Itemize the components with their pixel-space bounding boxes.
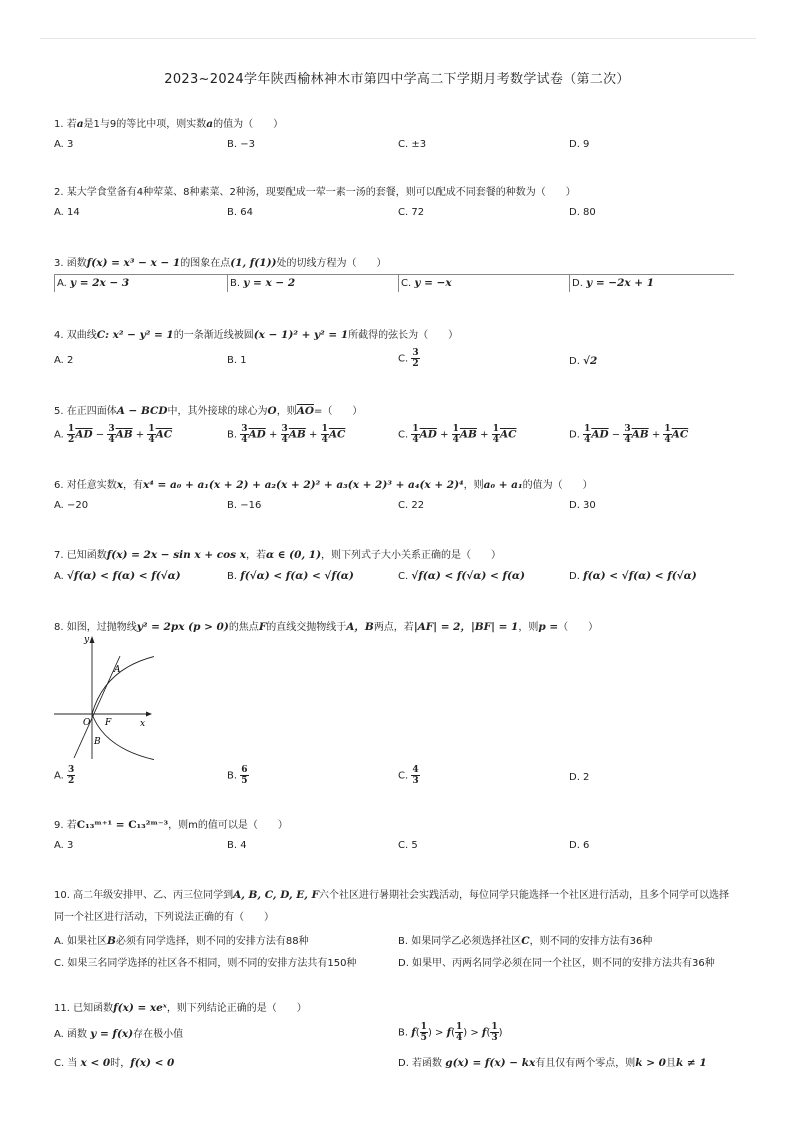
q5-option-d[interactable]: D. $\frac{1}{4}$ $\overline{AD}$ − $\frac{3}{4}$ $\overline{AB}$ + $\frac{1}{4}$ $\overline{AC}$ — [569, 424, 689, 445]
question-11-stem: 11. 已知函数f(x) = xeˣ，则下列结论正确的是（ ） — [54, 1002, 307, 1014]
q1-option-c[interactable]: C. ±3 — [398, 139, 427, 150]
q11-option-c[interactable]: C. 当 x < 0时，f(x) < 0 — [54, 1057, 175, 1069]
question-6-stem: 6. 对任意实数x，有x⁴ = a₀ + a₁(x + 2) + a₂(x + 2)² + a₃(x + 2)³ + a₄(x + 2)⁴，则a₀ + a₁的值为（ ） — [54, 479, 593, 491]
q3-option-a[interactable]: A. y = 2x − 3 — [54, 275, 129, 292]
q9-option-c[interactable]: C. 5 — [398, 840, 418, 851]
q10-option-a[interactable]: A. 如果社区B必须有同学选择，则不同的安排方法有88种 — [54, 935, 309, 947]
q6-option-a[interactable]: A. −20 — [54, 500, 89, 511]
q9-option-d[interactable]: D. 6 — [569, 840, 590, 851]
q8-option-d[interactable]: D. 2 — [569, 772, 590, 783]
question-2 — [54, 186, 754, 223]
q3-option-c[interactable]: C. y = −x — [398, 275, 452, 292]
q11-option-d[interactable]: D. 若函数 g(x) = f(x) − kx有且仅有两个零点，则k > 0且k ≠ 1 — [398, 1057, 707, 1069]
q7-option-d[interactable]: D. f(α) < √f(α) < f(√α) — [569, 570, 697, 582]
q6-option-d[interactable]: D. 30 — [569, 500, 596, 511]
question-5-stem: 5. 在正四面体A − BCD中，其外接球的球心为O，则$\overline{AO}=$（ ） — [54, 405, 363, 417]
q8-option-a[interactable]: A. $\frac{3}{2}$ — [54, 765, 75, 786]
point-b-label: B — [94, 737, 101, 747]
q9-option-a[interactable]: A. 3 — [54, 840, 74, 851]
question-4-stem: 4. 双曲线C: x² − y² = 1的一条渐近线被圆(x − 1)² + y² = 1所截得的弦长为（ ） — [54, 329, 459, 341]
fraction: $\frac{3}{2}$ — [412, 348, 419, 369]
q8-option-b[interactable]: B. $\frac{6}{5}$ — [227, 765, 248, 786]
question-7-stem: 7. 已知函数f(x) = 2x − sin x + cos x，若α ∈ (0, 1)，则下列式子大小关系正确的是（ ） — [54, 549, 502, 561]
q6-option-c[interactable]: C. 22 — [398, 500, 425, 511]
q3-option-d[interactable]: D. y = −2x + 1 — [569, 275, 654, 292]
question-1-stem: 1. 若a是1与9的等比中项，则实数a的值为（ ） — [54, 118, 284, 130]
q2-option-b[interactable]: B. 64 — [227, 207, 253, 218]
q11-option-a[interactable]: A. 函数 y = f(x)存在极小值 — [54, 1028, 184, 1040]
question-4 — [54, 328, 754, 378]
q5-option-c[interactable]: C. $\frac{1}{4}$ $\overline{AD}$ + $\frac{1}{4}$ $\overline{AB}$ + $\frac{1}{4}$ $\overline{AC}$ — [398, 424, 517, 445]
y-axis-label: y — [84, 635, 90, 645]
parabola-figure — [54, 634, 154, 764]
question-9 — [54, 818, 754, 856]
page-title: 2023~2024学年陕西榆林神木市第四中学高二下学期月考数学试卷（第二次） — [164, 72, 630, 87]
q10-option-b[interactable]: B. 如果同学乙必须选择社区C，则不同的安排方法有36种 — [398, 935, 653, 947]
q5-option-a[interactable]: A. $\frac{1}{2}$ $\overline{AD}$ − $\frac{3}{4}$ $\overline{AB}$ + $\frac{1}{4}$ $\overline{AC}$ — [54, 424, 173, 445]
question-11 — [54, 1001, 754, 1076]
x-axis-arrow — [146, 712, 152, 717]
top-divider — [40, 38, 756, 39]
q4-option-d[interactable]: D. √2 — [569, 355, 598, 367]
question-5 — [54, 404, 754, 454]
q7-option-a[interactable]: A. √f(α) < f(α) < f(√α) — [54, 570, 181, 582]
focus-label: F — [105, 718, 112, 728]
q2-option-a[interactable]: A. 14 — [54, 207, 80, 218]
q7-option-c[interactable]: C. √f(α) < f(√α) < f(α) — [398, 570, 525, 582]
question-6 — [54, 478, 754, 516]
q2-option-d[interactable]: D. 80 — [569, 207, 596, 218]
question-3 — [54, 256, 754, 293]
question-1 — [54, 117, 754, 155]
q3-option-b[interactable]: B. y = x − 2 — [227, 275, 295, 292]
q4-option-a[interactable]: A. 2 — [54, 355, 74, 366]
question-8 — [54, 620, 754, 786]
question-8-stem: 8. 如图，过抛物线y² = 2px (p > 0)的焦点F的直线交抛物线于A，B两点，若|AF| = 2，|BF| = 1，则p =（ ） — [54, 621, 599, 633]
question-10 — [54, 888, 754, 976]
q4-option-c[interactable]: C. $\frac{3}{2}$ — [398, 348, 419, 369]
q1-option-d[interactable]: D. 9 — [569, 139, 590, 150]
origin-label: O — [83, 718, 91, 728]
q1-option-a[interactable]: A. 3 — [54, 139, 74, 150]
q1-option-b[interactable]: B. −3 — [227, 139, 255, 150]
q11-option-b[interactable]: B. f( $\frac{1}{5}$ ) > f( $\frac{1}{4}$ ) > f( $\frac{1}{3}$ ) — [398, 1022, 503, 1043]
question-9-stem: 9. 若C₁₃ᵐ⁺¹ = C₁₃²ᵐ⁻³，则m的值可以是（ ） — [54, 819, 288, 831]
point-a-label: A — [114, 665, 121, 675]
parabola-curve — [92, 654, 154, 762]
q7-option-b[interactable]: B. f(√α) < f(α) < √f(α) — [227, 570, 354, 582]
q10-option-d[interactable]: D. 如果甲、丙两名同学必须在同一个社区，则不同的安排方法共有36种 — [398, 958, 715, 969]
y-axis-arrow — [90, 636, 95, 643]
q9-option-b[interactable]: B. 4 — [227, 840, 247, 851]
q4-option-b[interactable]: B. 1 — [227, 355, 247, 366]
question-3-stem: 3. 函数f(x) = x³ − x − 1的图象在点(1, f(1))处的切线方程为（ ） — [54, 257, 387, 269]
q5-option-b[interactable]: B. $\frac{3}{4}$ $\overline{AD}$ + $\frac{3}{4}$ $\overline{AB}$ + $\frac{1}{4}$ $\overline{AC}$ — [227, 424, 346, 445]
question-2-stem: 2. 某大学食堂备有4种荤菜、8种素菜、2种汤，现要配成一荤一素一汤的套餐，则可以配成不同套餐的种数为（ ） — [54, 187, 576, 198]
q8-option-c[interactable]: C. $\frac{4}{3}$ — [398, 765, 419, 786]
question-10-stem: 10. 高二年级安排甲、乙、丙三位同学到A, B, C, D, E, F六个社区进行暑期社会实践活动，每位同学只能选择一个社区进行活动，且多个同学可以选择 — [54, 889, 730, 901]
q10-option-c[interactable]: C. 如果三名同学选择的社区各不相同，则不同的安排方法共有150种 — [54, 958, 357, 969]
q6-option-b[interactable]: B. −16 — [227, 500, 262, 511]
x-axis-label: x — [140, 719, 146, 729]
question-10-stem-line2: 同一个社区进行活动，下列说法正确的有（ ） — [54, 912, 274, 923]
question-7 — [54, 548, 754, 586]
q2-option-c[interactable]: C. 72 — [398, 207, 425, 218]
